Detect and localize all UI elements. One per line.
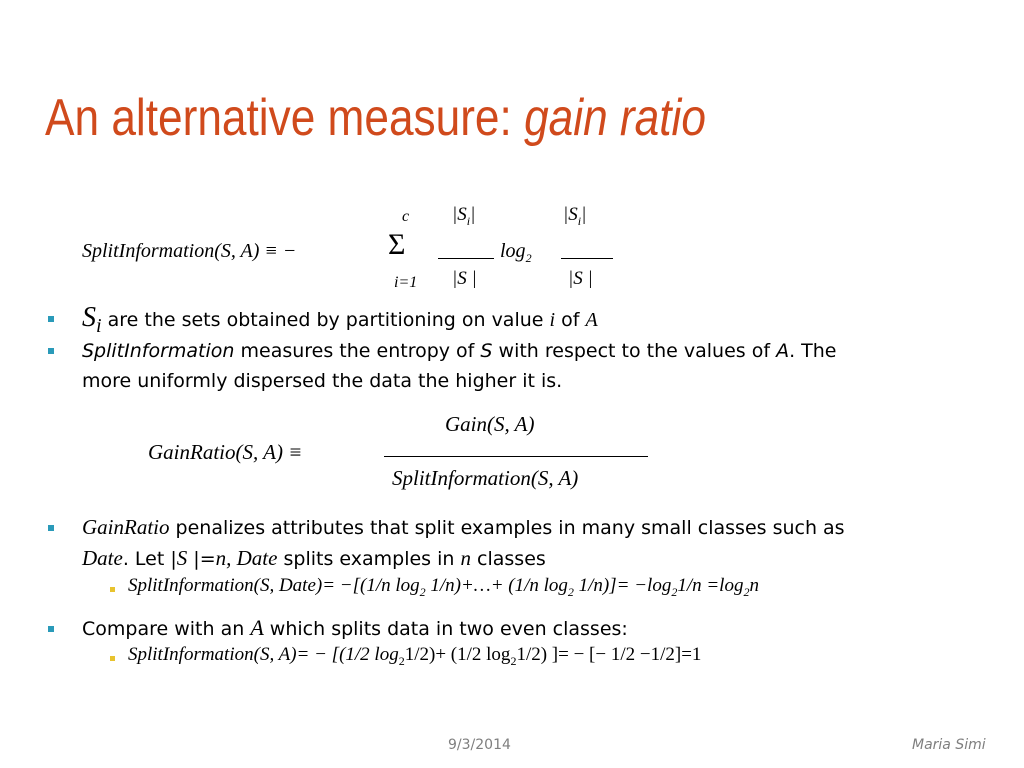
formula2-lhs: GainRatio(S, A) ≡ bbox=[148, 440, 303, 464]
formula1-fraction-bar-2 bbox=[561, 258, 613, 259]
footer-date: 9/3/2014 bbox=[448, 737, 511, 753]
formula1-num2: $|S_i|$ bbox=[563, 204, 587, 228]
footer-author: Maria Simi bbox=[912, 737, 986, 753]
slide-title bbox=[45, 88, 706, 148]
formula1-sum-top: c bbox=[402, 208, 410, 225]
formula1-sigma: Σ bbox=[388, 228, 406, 261]
formula1-lhs: SplitInformation(S, A) ≡ − bbox=[82, 240, 297, 262]
bullet-si-definition: Si are the sets obtained by partitioning on value i of A bbox=[82, 302, 598, 337]
formula1-fraction-bar-1 bbox=[438, 258, 494, 259]
formula2-denominator: SplitInformation(S, A) bbox=[392, 466, 579, 490]
formula1-den1: |S | bbox=[452, 268, 477, 289]
sub-bullet-marker bbox=[110, 587, 115, 592]
sub-bullet-marker bbox=[110, 656, 115, 661]
formula1-num1: $|S_i|$ bbox=[452, 204, 476, 228]
formula2-numerator: Gain(S, A) bbox=[445, 412, 535, 436]
bullet-marker bbox=[48, 525, 54, 531]
formula2-fraction-bar bbox=[384, 456, 648, 457]
bullet-splitinformation-description: SplitInformation measures the entropy of S with respect to the values of A. The more uniformly dispersed the data the higher it is. bbox=[82, 340, 837, 392]
bullet-marker bbox=[48, 348, 54, 354]
sub-bullet-even-split: SplitInformation(S, A)= − [(1/2 $\log_21/2)+ (1/2$ $\log_21/2$) ]= − [− 1/2 −1/2]=1 bbox=[128, 644, 702, 668]
bullet-compare-even-split: Compare with an A which splits data in two even classes: bbox=[82, 615, 628, 640]
title-italic: gain ratio bbox=[524, 89, 706, 147]
bullet-gainratio-description: GainRatio penalizes attributes that split examples in many small classes such as Date. Let |S |=n, Date splits examples in n classes bbox=[82, 515, 845, 570]
formula1-log: $\log_2$ bbox=[500, 240, 532, 265]
title-plain: An alternative measure: bbox=[45, 89, 525, 147]
bullet-marker bbox=[48, 316, 54, 322]
bullet-marker bbox=[48, 626, 54, 632]
formula1-sum-bottom: i=1 bbox=[394, 274, 418, 291]
formula1-den2: |S | bbox=[568, 268, 593, 289]
sub-bullet-date-split: SplitInformation(S, Date)= −[(1/n $\log_2$ 1/n)+…+ (1/n $\log_2 1/n)]= -\log_21/n =\log_2n$ bbox=[128, 575, 759, 599]
